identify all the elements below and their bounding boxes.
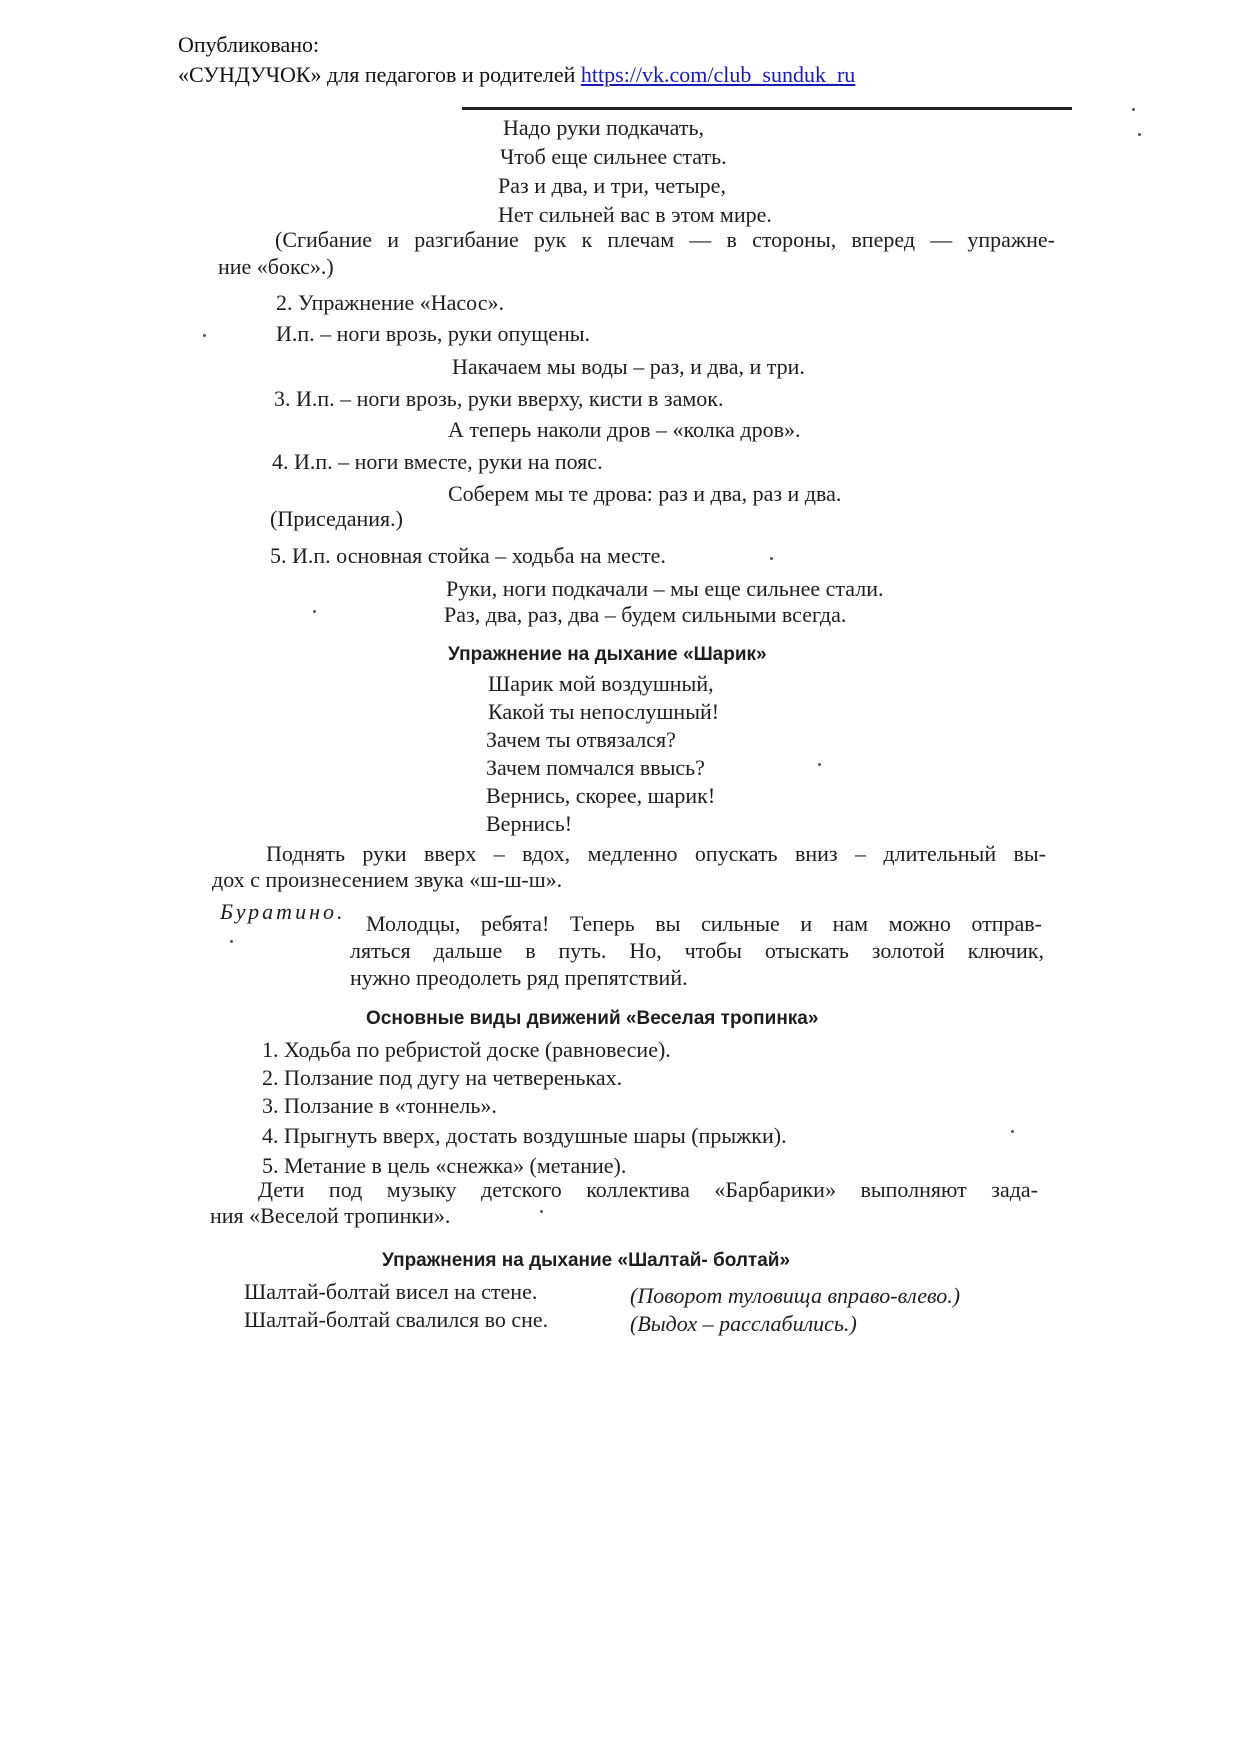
sharik-line-3: Зачем ты отвязался? xyxy=(486,727,676,752)
scan-speck xyxy=(1138,133,1141,136)
poem1-line-2: Чтоб еще сильнее стать. xyxy=(500,144,727,169)
buratino-line-1: Молодцы, ребята! Теперь вы сильные и нам можно отправ- xyxy=(366,911,1042,936)
scan-speck xyxy=(818,763,821,766)
buratino-line-2: ляться дальше в путь. Но, чтобы отыскать золотой ключик, xyxy=(350,938,1044,963)
scan-speck xyxy=(770,557,773,560)
sharik-line-4: Зачем помчался ввысь? xyxy=(486,755,705,780)
ex3-position: 3. И.п. – ноги врозь, руки вверху, кисти в замок. xyxy=(274,386,724,411)
publisher-link[interactable]: https://vk.com/club_sunduk_ru xyxy=(580,62,856,87)
scan-speck xyxy=(1132,108,1135,111)
scan-speck xyxy=(203,334,206,337)
ex5-verse-2: Раз, два, раз, два – будем сильными всегда. xyxy=(444,602,847,627)
top-rule xyxy=(462,107,1072,110)
path-item-1: 1. Ходьба по ребристой доске (равновесие). xyxy=(262,1037,671,1062)
publisher-line xyxy=(178,60,855,90)
buratino-speaker: Буратино. xyxy=(220,899,346,924)
buratino-line-3: нужно преодолеть ряд препятствий. xyxy=(350,965,688,990)
shaltai-line-2: Шалтай-болтай свалился во сне. xyxy=(244,1307,549,1332)
shaltai-line-2-note: (Выдох – расслабились.) xyxy=(630,1311,857,1336)
ex5-position: 5. И.п. основная стойка – ходьба на месте. xyxy=(270,543,666,568)
poem1-line-3: Раз и два, и три, четыре, xyxy=(498,173,726,198)
path-item-2: 2. Ползание под дугу на четвереньках. xyxy=(262,1065,623,1090)
sharik-line-6: Вернись! xyxy=(486,811,573,836)
ex2-position: И.п. – ноги врозь, руки опущены. xyxy=(276,321,591,346)
publication-header xyxy=(178,30,855,90)
scan-speck xyxy=(540,1210,543,1213)
sharik-line-1: Шарик мой воздушный, xyxy=(488,671,714,696)
sharik-heading: Упражнение на дыхание «Шарик» xyxy=(448,644,767,665)
path-note-1: Дети под музыку детского коллектива «Барбарики» выполняют зада- xyxy=(258,1177,1038,1202)
sharik-instruction-1: Поднять руки вверх – вдох, медленно опускать вниз – длительный вы- xyxy=(266,841,1046,866)
sharik-instruction-2: дох с произнесением звука «ш-ш-ш». xyxy=(212,867,563,892)
note1-line-1: (Сгибание и разгибание рук к плечам — в стороны, вперед — упражне- xyxy=(275,227,1055,252)
poem1-line-1: Надо руки подкачать, xyxy=(503,115,704,140)
ex2-verse: Накачаем мы воды – раз, и два, и три. xyxy=(452,354,805,379)
shaltai-line-1: Шалтай-болтай висел на стене. xyxy=(244,1279,538,1304)
publisher-name: «СУНДУЧОК» для педагогов и родителей xyxy=(178,62,581,87)
poem1-line-4: Нет сильней вас в этом мире. xyxy=(498,202,772,227)
path-note-2: ния «Веселой тропинки». xyxy=(210,1203,451,1228)
shaltai-line-1-note: (Поворот туловища вправо-влево.) xyxy=(630,1283,961,1308)
ex2-title: 2. Упражнение «Насос». xyxy=(276,290,504,315)
shaltai-heading: Упражнения на дыхание «Шалтай- болтай» xyxy=(382,1250,791,1271)
path-item-3: 3. Ползание в «тоннель». xyxy=(262,1093,497,1118)
note1-line-2: ние «бокс».) xyxy=(218,254,334,279)
path-item-5: 5. Метание в цель «снежка» (метание). xyxy=(262,1153,627,1178)
ex4-note: (Приседания.) xyxy=(270,506,403,531)
sharik-line-5: Вернись, скорее, шарик! xyxy=(486,783,716,808)
ex4-position: 4. И.п. – ноги вместе, руки на пояс. xyxy=(272,449,603,474)
path-item-4: 4. Прыгнуть вверх, достать воздушные шары (прыжки). xyxy=(262,1123,787,1148)
scan-speck xyxy=(1011,1130,1014,1133)
ex4-verse: Соберем мы те дрова: раз и два, раз и два. xyxy=(448,481,842,506)
scan-speck xyxy=(230,940,233,943)
ex5-verse-1: Руки, ноги подкачали – мы еще сильнее стали. xyxy=(446,576,884,601)
published-label: Опубликовано: xyxy=(178,32,320,57)
ex3-verse: А теперь наколи дров – «колка дров». xyxy=(448,417,801,442)
sharik-line-2: Какой ты непослушный! xyxy=(488,699,720,724)
scan-speck xyxy=(313,610,316,613)
path-heading: Основные виды движений «Веселая тропинка» xyxy=(366,1008,819,1029)
